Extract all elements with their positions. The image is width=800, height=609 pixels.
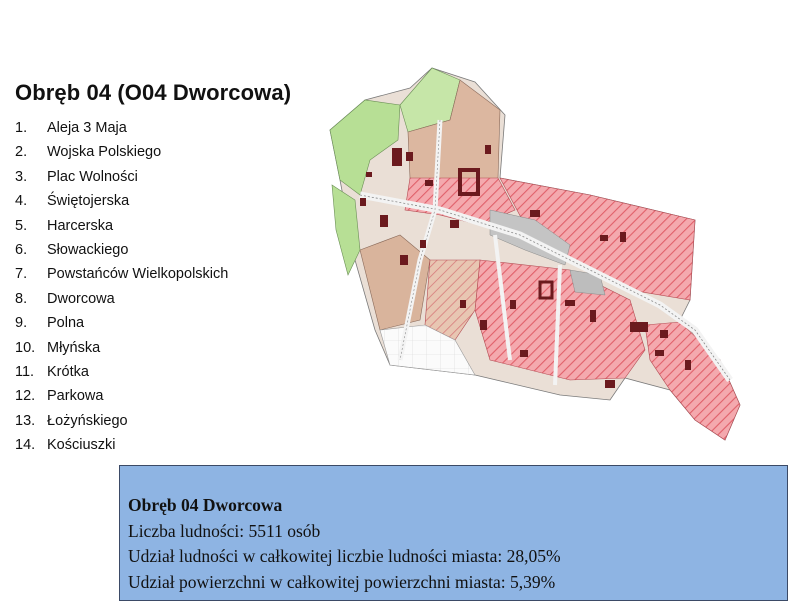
street-list-item	[15, 165, 228, 189]
info-title: Obręb 04 Dworcowa	[128, 495, 283, 515]
info-population: Liczba ludności: 5511 osób	[128, 520, 321, 541]
street-name: Łożyńskiego	[47, 412, 128, 429]
street-number: 2.	[15, 144, 28, 161]
page-title: Obręb 04 (O04 Dworcowa)	[15, 80, 292, 105]
street-list-item	[15, 214, 228, 238]
street-number: 11.	[15, 363, 35, 380]
info-area-share: Udział powierzchni w całkowitej powierzchni miasta: 5,39%	[128, 571, 556, 592]
street-list-item	[15, 311, 228, 335]
street-list-item	[15, 336, 228, 360]
street-number: 3.	[15, 168, 28, 185]
street-number: 10.	[15, 339, 36, 356]
street-list-item	[15, 140, 228, 164]
street-name: Krótka	[47, 363, 89, 380]
street-list-item	[15, 189, 228, 213]
street-name: Powstańców Wielkopolskich	[47, 266, 229, 283]
info-population-share: Udział ludności w całkowitej liczbie ludności miasta: 28,05%	[128, 546, 561, 566]
street-number: 9.	[15, 315, 28, 332]
street-number: 12.	[15, 388, 36, 405]
street-list-item	[15, 409, 228, 433]
street-number: 7.	[15, 266, 28, 283]
street-list-item	[15, 238, 228, 262]
street-name: Świętojerska	[47, 193, 130, 210]
street-name: Dworcowa	[47, 290, 115, 307]
street-name: Harcerska	[47, 217, 114, 234]
street-number: 14.	[15, 437, 36, 454]
street-number: 6.	[15, 241, 28, 258]
street-list-item	[15, 360, 228, 384]
street-number: 13.	[15, 412, 36, 429]
street-number: 8.	[15, 290, 28, 307]
street-number: 1.	[15, 120, 28, 136]
district-map	[300, 60, 760, 450]
street-name: Parkowa	[47, 388, 104, 405]
street-name: Młyńska	[47, 339, 101, 356]
street-name: Polna	[47, 315, 85, 332]
street-number: 5.	[15, 217, 28, 234]
street-list-item	[15, 384, 228, 408]
street-name: Aleja 3 Maja	[47, 120, 127, 136]
street-list-item	[15, 287, 228, 311]
street-number: 4.	[15, 193, 28, 210]
district-info-box	[119, 465, 788, 601]
street-list-item	[15, 262, 228, 286]
street-name: Słowackiego	[47, 241, 129, 258]
street-name: Wojska Polskiego	[47, 144, 162, 161]
street-name: Kościuszki	[47, 437, 116, 454]
street-list-item	[15, 116, 228, 140]
street-list-item	[15, 433, 228, 457]
street-list	[15, 116, 228, 457]
street-name: Plac Wolności	[47, 168, 138, 185]
